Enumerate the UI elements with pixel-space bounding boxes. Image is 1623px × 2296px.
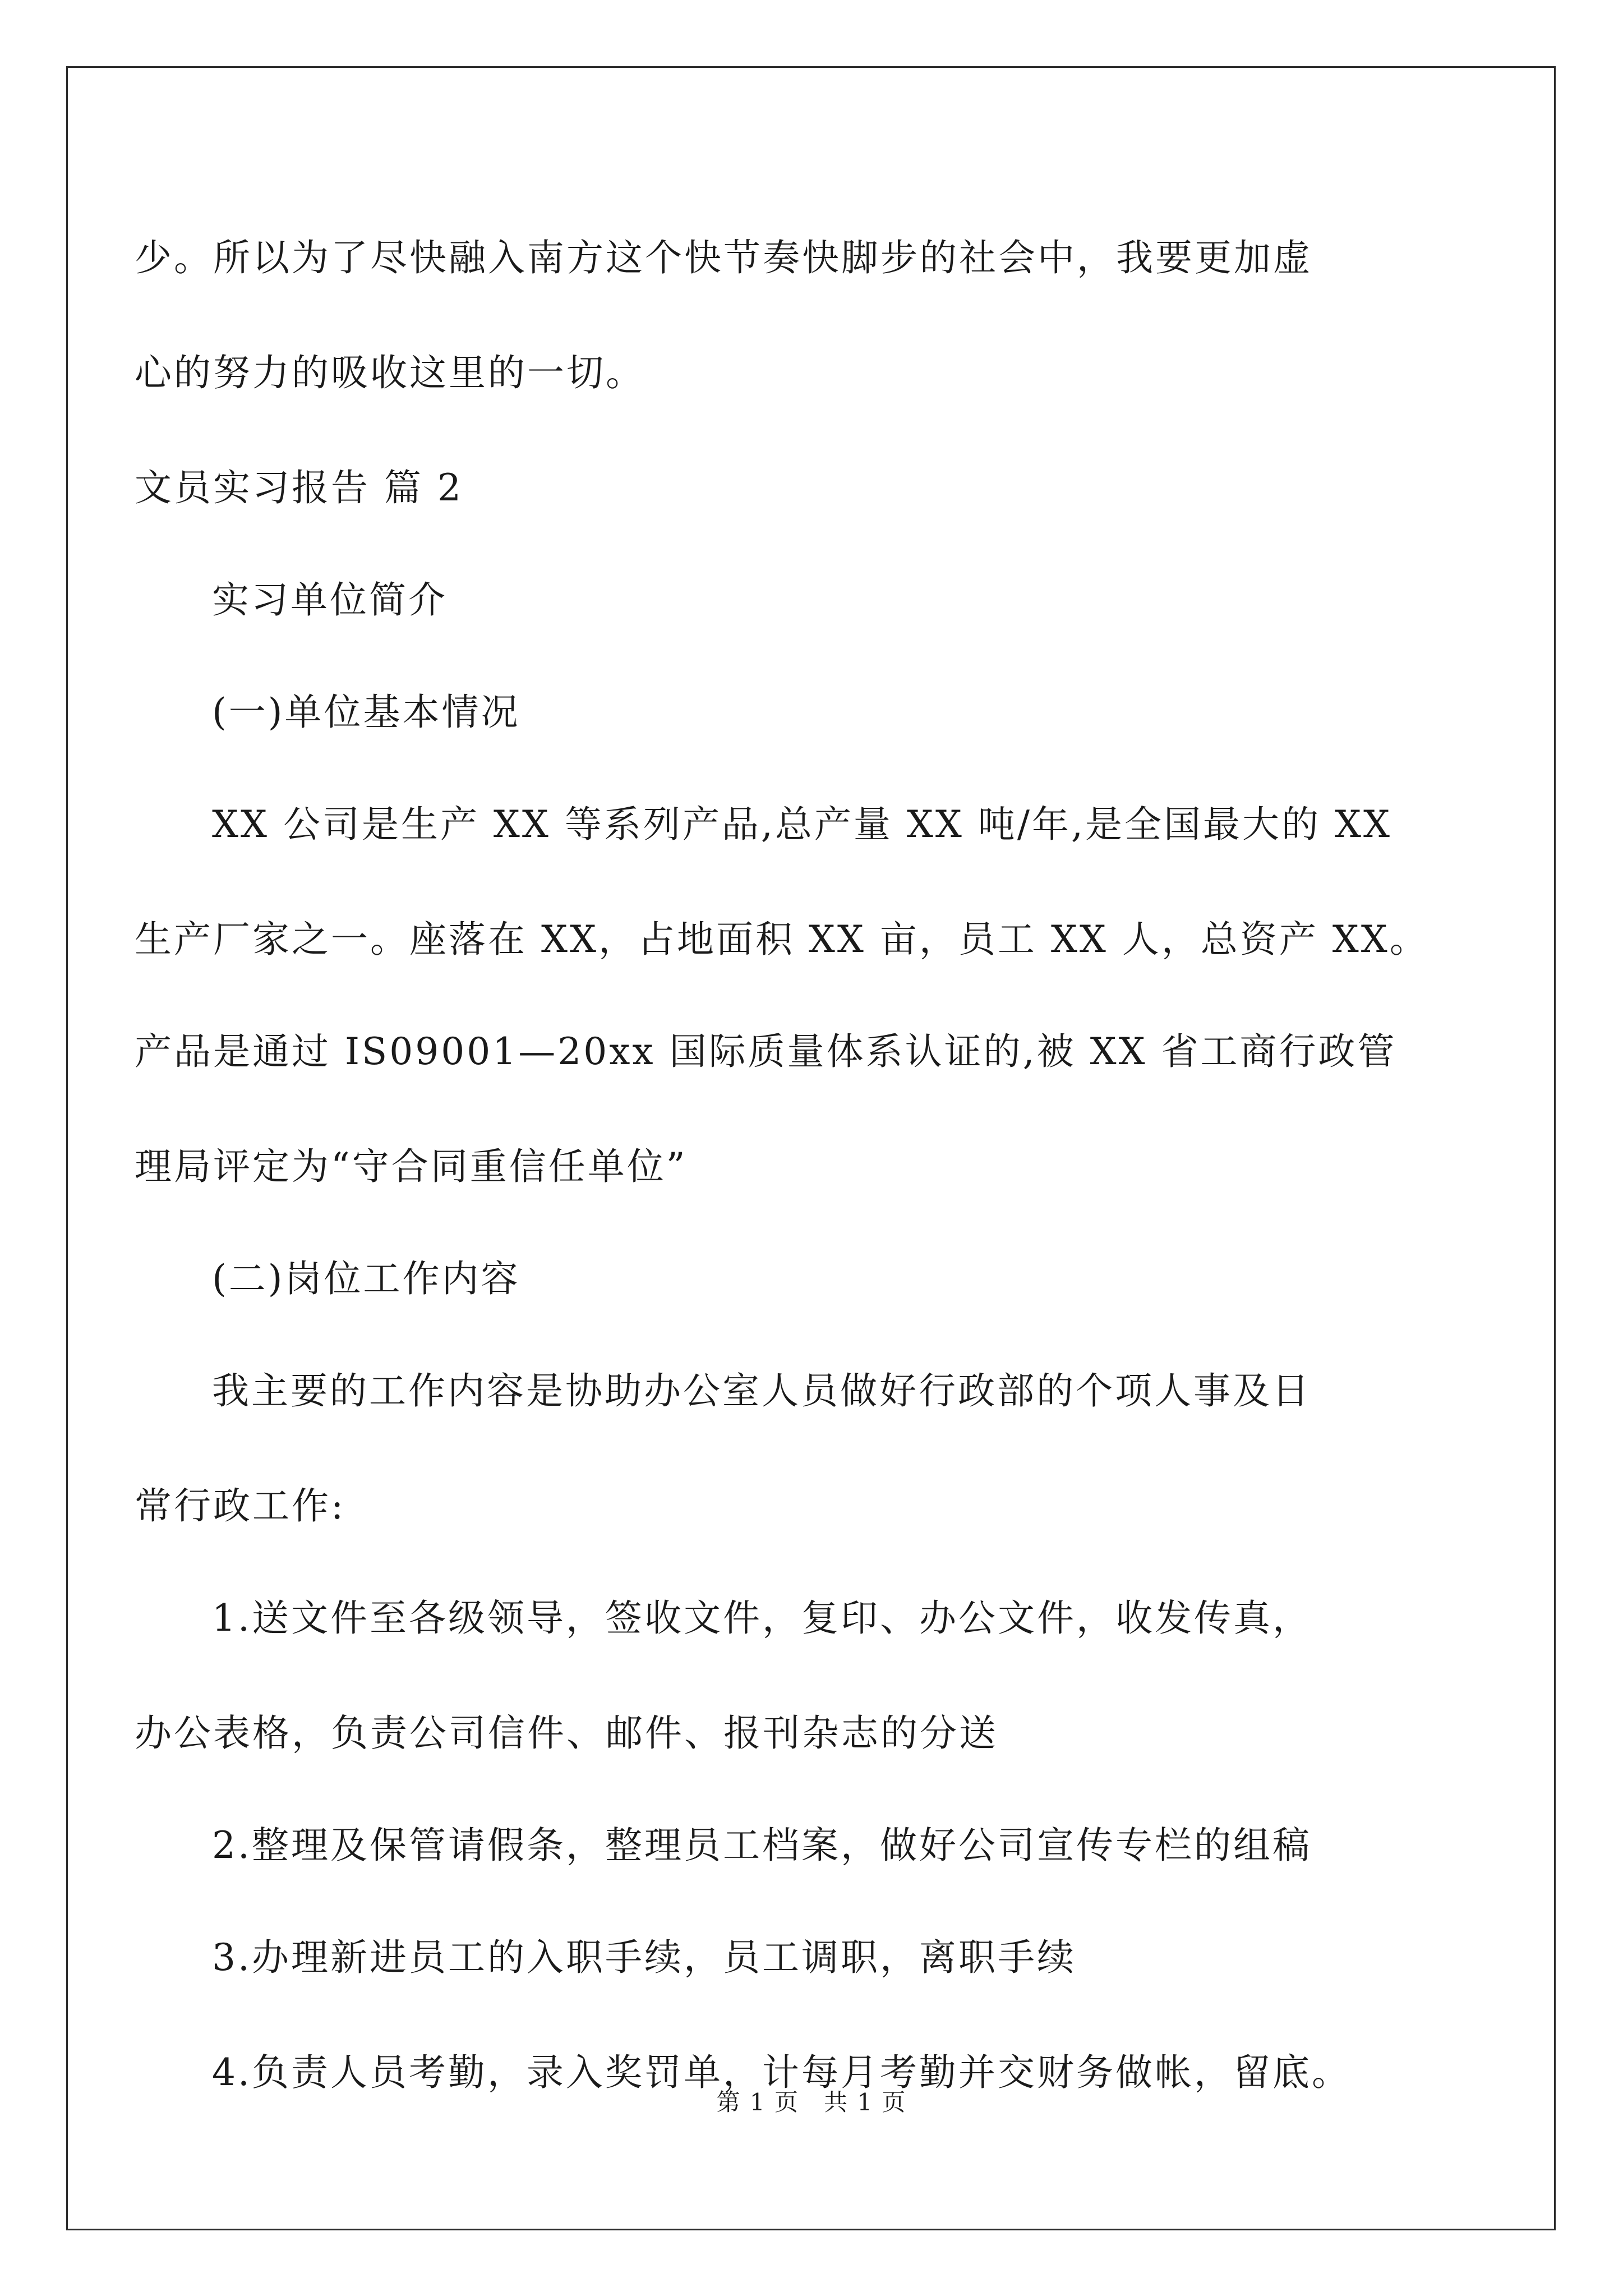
- list-item: 1.送文件至各级领导，签收文件，复印、办公文件，收发传真，: [212, 1596, 1312, 1640]
- subsection-heading: 实习单位简介: [212, 578, 448, 622]
- paragraph-line: XX 公司是生产 XX 等系列产品,总产量 XX 吨/年,是全国最大的 XX: [212, 803, 1392, 846]
- paragraph-line: 办公表格，负责公司信件、邮件、报刊杂志的分送: [135, 1711, 998, 1755]
- paragraph-line: 生产厂家之一。座落在 XX，占地面积 XX 亩，员工 XX 人，总资产 XX。: [135, 918, 1429, 961]
- paragraph-line: 理局评定为“守合同重信任单位”: [135, 1145, 688, 1188]
- paragraph-line: 产品是通过 IS09001—20xx 国际质量体系认证的,被 XX 省工商行政管: [135, 1030, 1397, 1073]
- subsection-heading: (一)单位基本情况: [212, 691, 520, 734]
- paragraph-line: 常行政工作:: [135, 1484, 346, 1527]
- list-item: 3.办理新进员工的入职手续，员工调职，离职手续: [212, 1936, 1076, 1979]
- list-item: 2.整理及保管请假条，整理员工档案，做好公司宣传专栏的组稿: [212, 1824, 1312, 1867]
- paragraph-line: 心的努力的吸收这里的一切。: [135, 351, 645, 394]
- paragraph-line: 少。所以为了尽快融入南方这个快节奏快脚步的社会中，我要更加虚: [135, 236, 1312, 279]
- paragraph-line: 我主要的工作内容是协助办公室人员做好行政部的个项人事及日: [212, 1369, 1311, 1412]
- subsection-heading: (二)岗位工作内容: [212, 1257, 520, 1300]
- section-heading: 文员实习报告 篇 2: [135, 466, 463, 509]
- page-footer: 第 1 页 共 1 页: [716, 2088, 907, 2116]
- list-item: 4.负责人员考勤，录入奖罚单，计每月考勤并交财务做帐，留底。: [212, 2051, 1351, 2094]
